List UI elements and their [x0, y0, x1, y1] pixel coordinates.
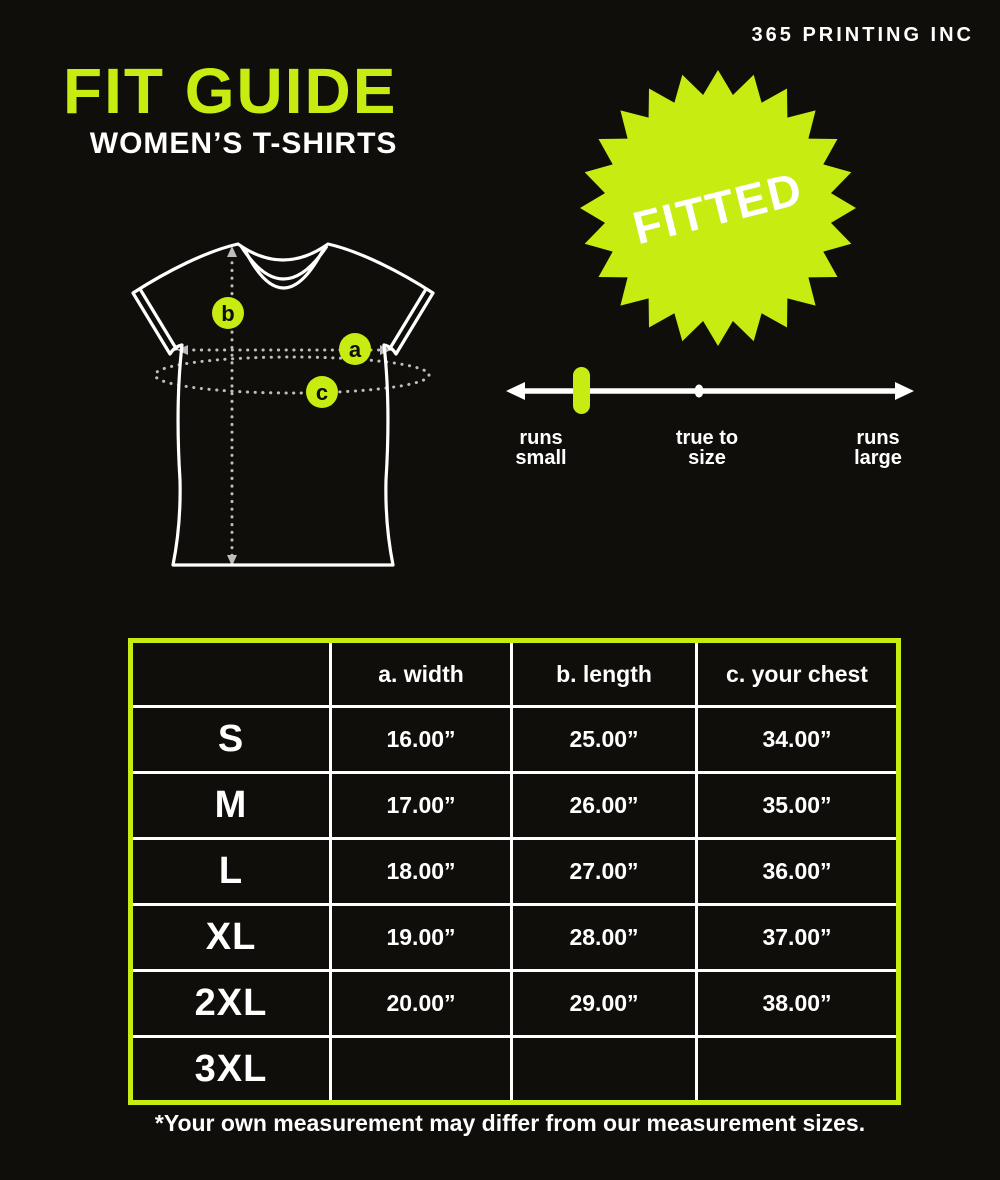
table-corner-cell	[131, 641, 331, 707]
width-value: 17.00”	[331, 773, 512, 839]
marker-a-label: a	[348, 337, 362, 362]
width-value: 16.00”	[331, 707, 512, 773]
length-value: 28.00”	[512, 905, 697, 971]
scale-arrow-right	[895, 382, 914, 400]
width-value	[331, 1037, 512, 1103]
column-header-width: a. width	[331, 641, 512, 707]
size-chart-table	[128, 638, 901, 1105]
length-value: 27.00”	[512, 839, 697, 905]
column-header-chest: c. your chest	[697, 641, 899, 707]
width-value: 19.00”	[331, 905, 512, 971]
fitted-badge	[578, 68, 858, 348]
size-label: L	[131, 839, 331, 905]
size-label: 2XL	[131, 971, 331, 1037]
width-value: 20.00”	[331, 971, 512, 1037]
length-value: 25.00”	[512, 707, 697, 773]
marker-b-label: b	[221, 301, 235, 326]
table-row	[131, 971, 899, 1037]
tshirt-outline	[133, 244, 433, 565]
scale-label-runs-small: runs small	[515, 427, 567, 470]
badge-label: FITTED	[627, 161, 809, 255]
chest-value	[697, 1037, 899, 1103]
fit-position-marker	[573, 367, 590, 414]
length-value: 26.00”	[512, 773, 697, 839]
table-row	[131, 839, 899, 905]
page-subtitle: WOMEN’S T-SHIRTS	[89, 127, 398, 161]
chest-value: 35.00”	[697, 773, 899, 839]
size-label: XL	[131, 905, 331, 971]
table-header-row	[131, 641, 899, 707]
chest-value: 37.00”	[697, 905, 899, 971]
size-label: M	[131, 773, 331, 839]
chest-value: 38.00”	[697, 971, 899, 1037]
page-title: FIT GUIDE	[63, 55, 398, 127]
size-label: 3XL	[131, 1037, 331, 1103]
size-label: S	[131, 707, 331, 773]
right-cuff-line	[389, 289, 426, 350]
table-row	[131, 1037, 899, 1103]
scale-label-true-to-size: true to size	[675, 427, 739, 470]
length-value: 29.00”	[512, 971, 697, 1037]
table-row	[131, 905, 899, 971]
scale-arrow-left	[506, 382, 525, 400]
table-row	[131, 773, 899, 839]
scale-labels	[500, 428, 920, 488]
chest-value: 36.00”	[697, 839, 899, 905]
brand-name: 365 PRINTING INC	[751, 24, 974, 46]
title-block	[63, 55, 398, 161]
fit-scale	[500, 356, 920, 420]
true-to-size-dot	[695, 385, 704, 398]
column-header-length: b. length	[512, 641, 697, 707]
scale-label-runs-large: runs large	[854, 427, 902, 470]
tshirt-measurement-diagram	[125, 238, 445, 578]
marker-c-label: c	[315, 380, 329, 405]
length-value	[512, 1037, 697, 1103]
measurement-disclaimer: *Your own measurement may differ from our measurement sizes.	[154, 1110, 866, 1136]
table-row	[131, 707, 899, 773]
width-value: 18.00”	[331, 839, 512, 905]
chest-value: 34.00”	[697, 707, 899, 773]
left-cuff-line	[140, 289, 177, 350]
